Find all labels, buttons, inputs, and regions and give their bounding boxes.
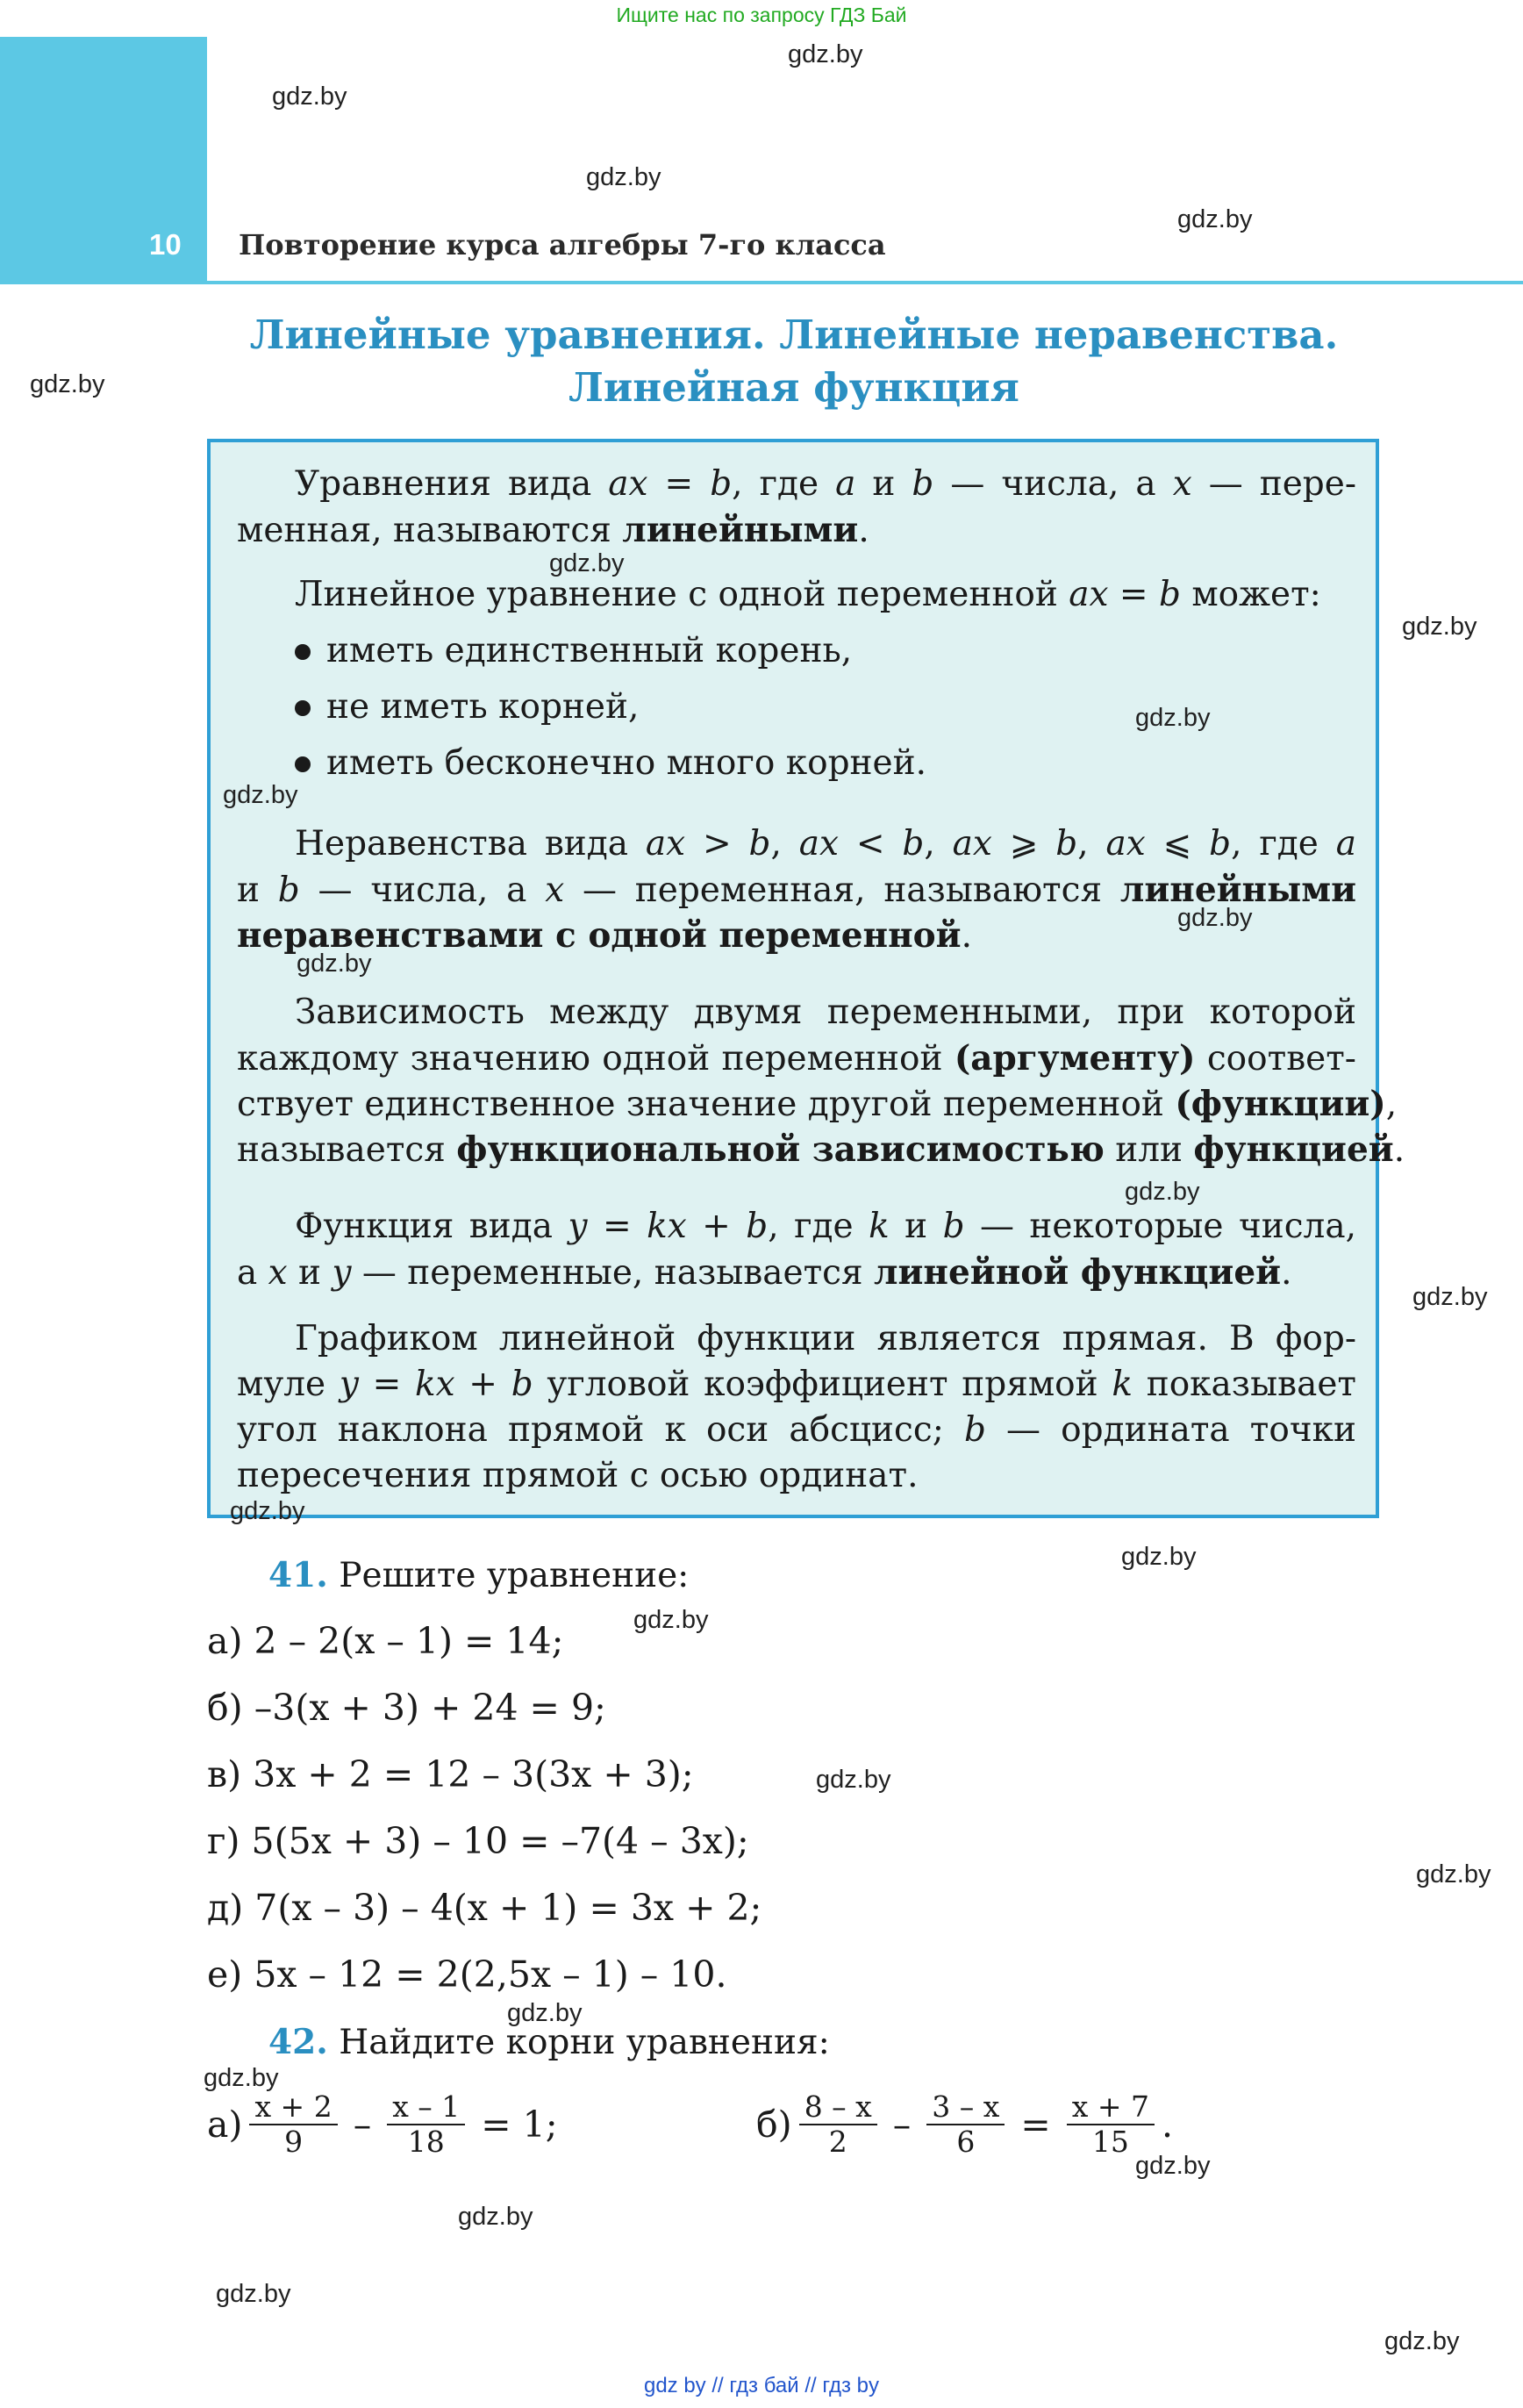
watermark: gdz.by <box>816 1766 891 1794</box>
fraction: $\frac{8 - x}{2}$ <box>799 2090 877 2159</box>
watermark: gdz.by <box>30 370 105 398</box>
theory-line: называется функциональной зависимостью или функцией. <box>237 1129 1405 1170</box>
exercise-item: г) 5(5x + 3) – 10 = –7(4 – 3x); <box>207 1820 749 1862</box>
exercise-text: Решите уравнение: <box>339 1556 690 1595</box>
watermark: gdz.by <box>1177 904 1253 932</box>
exercise-41-heading <box>268 1555 689 1595</box>
watermark: gdz.by <box>272 82 347 111</box>
theory-line: ствует единственное значение другой переменной (функции), <box>237 1084 1398 1124</box>
theory-line: муле y = kx + b угловой коэффициент прямой k показывает <box>237 1365 1356 1404</box>
exercise-item-fraction: б) $\frac{8 - x}{2}$ – $\frac{3 - x}{6}$ = $\frac{x + 7}{15}$ . <box>756 2089 1174 2159</box>
bullet-item: не иметь корней, <box>326 684 639 730</box>
exercise-item: е) 5x – 12 = 2(2,5x – 1) – 10. <box>207 1953 727 1996</box>
theory-line: каждому значению одной переменной (аргументу) соответ- <box>237 1038 1356 1079</box>
watermark: gdz.by <box>1384 2327 1460 2355</box>
section-title-line2: Линейная функция <box>568 364 1019 411</box>
watermark: gdz.by <box>1412 1283 1488 1311</box>
fraction: $\frac{x + 2}{9}$ <box>249 2090 337 2159</box>
watermark: gdz.by <box>507 1999 583 2027</box>
header-divider <box>0 281 1523 284</box>
watermark: gdz.by <box>223 781 298 809</box>
watermark: gdz.by <box>1125 1178 1200 1206</box>
theory-line: угол наклона прямой к оси абсцисс; b — ордината точки <box>237 1410 1356 1450</box>
theory-line: Функция вида y = kx + b, где k и b — некоторые числа, <box>295 1207 1356 1246</box>
exercise-item-fraction: а) $\frac{x + 2}{9}$ – $\frac{x - 1}{18}$ = 1; <box>207 2089 558 2159</box>
bullet-item: иметь бесконечно много корней. <box>326 741 926 786</box>
watermark: gdz.by <box>458 2203 533 2231</box>
watermark: gdz.by <box>297 950 372 978</box>
theory-line: и b — числа, а x — переменная, называются линейными <box>237 870 1356 910</box>
section-title <box>211 309 1377 414</box>
theory-line: неравенствами с одной переменной. <box>237 915 972 956</box>
exercise-number: 42. <box>268 2022 328 2062</box>
section-title-line1: Линейные уравнения. Линейные неравенства. <box>249 312 1339 358</box>
bullet-item: иметь единственный корень, <box>326 628 852 674</box>
theory-line: а x и y — переменные, называется линейной функцией. <box>237 1252 1292 1293</box>
watermark: gdz.by <box>204 2064 279 2092</box>
exercise-item: д) 7(x – 3) – 4(x + 1) = 3x + 2; <box>207 1887 762 1929</box>
theory-line: Неравенства вида ax > b, ax < b, ax ⩾ b, ax ⩽ b, где a <box>295 824 1356 864</box>
watermark: gdz.by <box>586 163 661 191</box>
theory-line: Графиком линейной функции является прямая. В фор- <box>295 1319 1356 1358</box>
chapter-title: Повторение курса алгебры 7-го класса <box>239 228 886 262</box>
theory-box <box>207 439 1405 1518</box>
fraction: $\frac{3 - x}{6}$ <box>926 2090 1005 2159</box>
page-number: 10 <box>149 228 182 261</box>
watermark: gdz.by <box>633 1606 709 1634</box>
theory-line: пересечения прямой с осью ординат. <box>237 1456 919 1495</box>
fraction: $\frac{x + 7}{15}$ <box>1067 2090 1155 2159</box>
exercise-text: Найдите корни уравнения: <box>339 2023 830 2062</box>
theory-line: Линейное уравнение с одной переменной ax = b может: <box>295 575 1321 614</box>
watermark: gdz.by <box>230 1497 305 1525</box>
watermark: gdz.by <box>1121 1543 1197 1571</box>
theory-line: менная, называются линейными. <box>237 510 869 550</box>
watermark: gdz.by <box>549 549 625 577</box>
fraction: $\frac{x - 1}{18}$ <box>387 2090 465 2159</box>
watermark: gdz.by <box>1177 205 1253 233</box>
exercise-item: а) 2 – 2(x – 1) = 14; <box>207 1620 564 1662</box>
theory-line: Зависимость между двумя переменными, при которой <box>295 993 1356 1032</box>
watermark: gdz.by <box>1402 613 1477 641</box>
theory-line: Уравнения вида ax = b, где a и b — числа, а x — пере- <box>295 464 1356 504</box>
watermark: gdz.by <box>1135 704 1211 732</box>
watermark: gdz.by <box>788 40 863 68</box>
footer-links: gdz by // гдз бай // гдз by <box>643 2374 880 2397</box>
exercise-number: 41. <box>268 1555 328 1595</box>
watermark: gdz.by <box>1135 2152 1211 2180</box>
watermark: gdz.by <box>1416 1860 1491 1888</box>
exercise-item: б) –3(x + 3) + 24 = 9; <box>207 1687 606 1729</box>
watermark: gdz.by <box>216 2280 291 2308</box>
search-hint: Ищите нас по запросу ГДЗ Бай <box>616 4 907 26</box>
exercise-item: в) 3x + 2 = 12 – 3(3x + 3); <box>207 1753 694 1795</box>
